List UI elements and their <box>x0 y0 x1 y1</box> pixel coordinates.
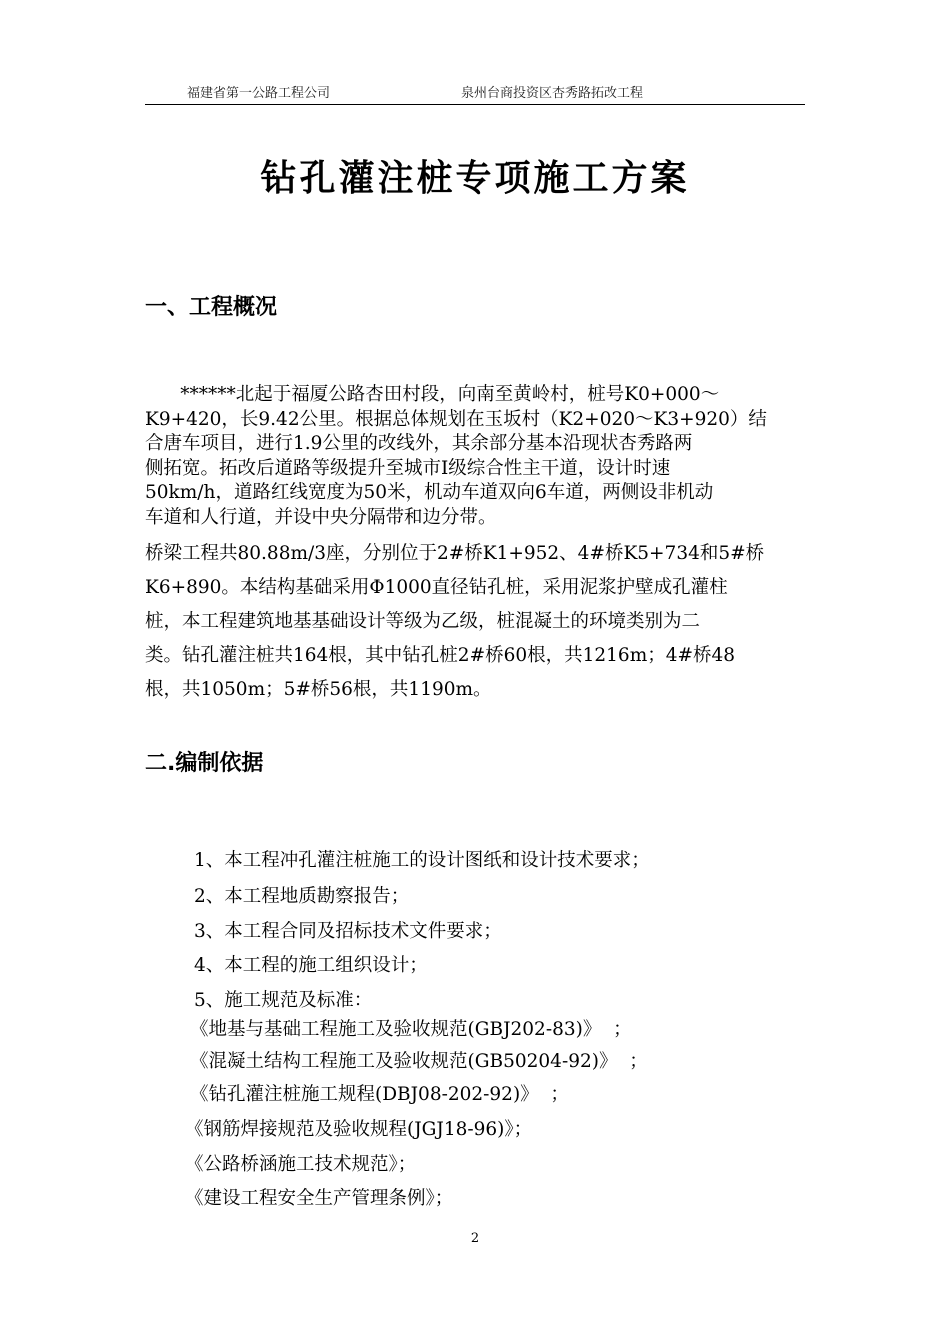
paragraph-line: 50km/h，道路红线宽度为50米，机动车道双向6车道，两侧设非机动 <box>145 482 714 503</box>
list-item: 5、施工规范及标准： <box>194 990 373 1011</box>
overview-paragraph-1 <box>145 383 810 530</box>
list-item: 1、本工程冲孔灌注桩施工的设计图纸和设计技术要求； <box>194 850 650 871</box>
standard-item: 《公路桥涵施工技术规范》； <box>185 1154 417 1175</box>
list-item: 2、本工程地质勘察报告； <box>194 886 410 907</box>
paragraph-line: ******北起于福厦公路杏田村段，向南至黄岭村，桩号K0+000～ <box>145 384 720 405</box>
section-heading-overview: 一、工程概况 <box>145 295 278 320</box>
paragraph-line: 桥梁工程共80.88m/3座，分别位于2#桥K1+952、4#桥K5+734和5#桥 <box>145 543 765 564</box>
list-item: 3、本工程合同及招标技术文件要求； <box>194 921 502 942</box>
paragraph-line: K9+420，长9.42公里。根据总体规划在玉坂村（K2+020～K3+920）结 <box>145 408 767 430</box>
standard-item: 《钢筋焊接规范及验收规程(JGJ18-96)》； <box>185 1119 533 1140</box>
section-heading-basis: 二.编制依据 <box>145 751 264 776</box>
paragraph-line: 类。钻孔灌注桩共164根，其中钻孔桩2#桥60根，共1216m；4#桥48 <box>145 645 736 666</box>
document-title: 钻孔灌注桩专项施工方案 <box>260 158 690 199</box>
list-item: 4、本工程的施工组织设计； <box>194 955 428 976</box>
page-header <box>145 80 805 102</box>
standard-item: 《混凝土结构工程施工及验收规范(GB50204-92)》 ； <box>190 1051 648 1072</box>
paragraph-line: 桩，本工程建筑地基基础设计等级为乙级，桩混凝土的环境类别为二 <box>145 611 701 632</box>
paragraph-line: 车道和人行道，并设中央分隔带和边分带。 <box>145 506 497 528</box>
standard-item: 《建设工程安全生产管理条例》； <box>185 1188 454 1209</box>
header-divider <box>145 104 805 105</box>
page-number: 2 <box>470 1231 480 1246</box>
paragraph-line: 合唐车项目，进行1.9公里的改线外，其余部分基本沿现状杏秀路两 <box>145 433 693 454</box>
standard-item: 《钻孔灌注桩施工规程(DBJ08-202-92)》 ； <box>190 1084 569 1105</box>
paragraph-line: K6+890。本结构基础采用Φ1000直径钻孔桩，采用泥浆护壁成孔灌柱 <box>145 577 728 598</box>
header-project: 泉州台商投资区杏秀路拓改工程 <box>461 86 644 101</box>
header-company: 福建省第一公路工程公司 <box>187 86 331 101</box>
standard-item: 《地基与基础工程施工及验收规范(GBJ202-83)》 ； <box>190 1019 632 1040</box>
paragraph-line: 侧拓宽。拓改后道路等级提升至城市Ⅰ级综合性主干道，设计时速 <box>145 457 671 479</box>
paragraph-line: 根，共1050m；5#桥56根，共1190m。 <box>145 679 492 700</box>
overview-paragraph-2 <box>145 537 810 707</box>
